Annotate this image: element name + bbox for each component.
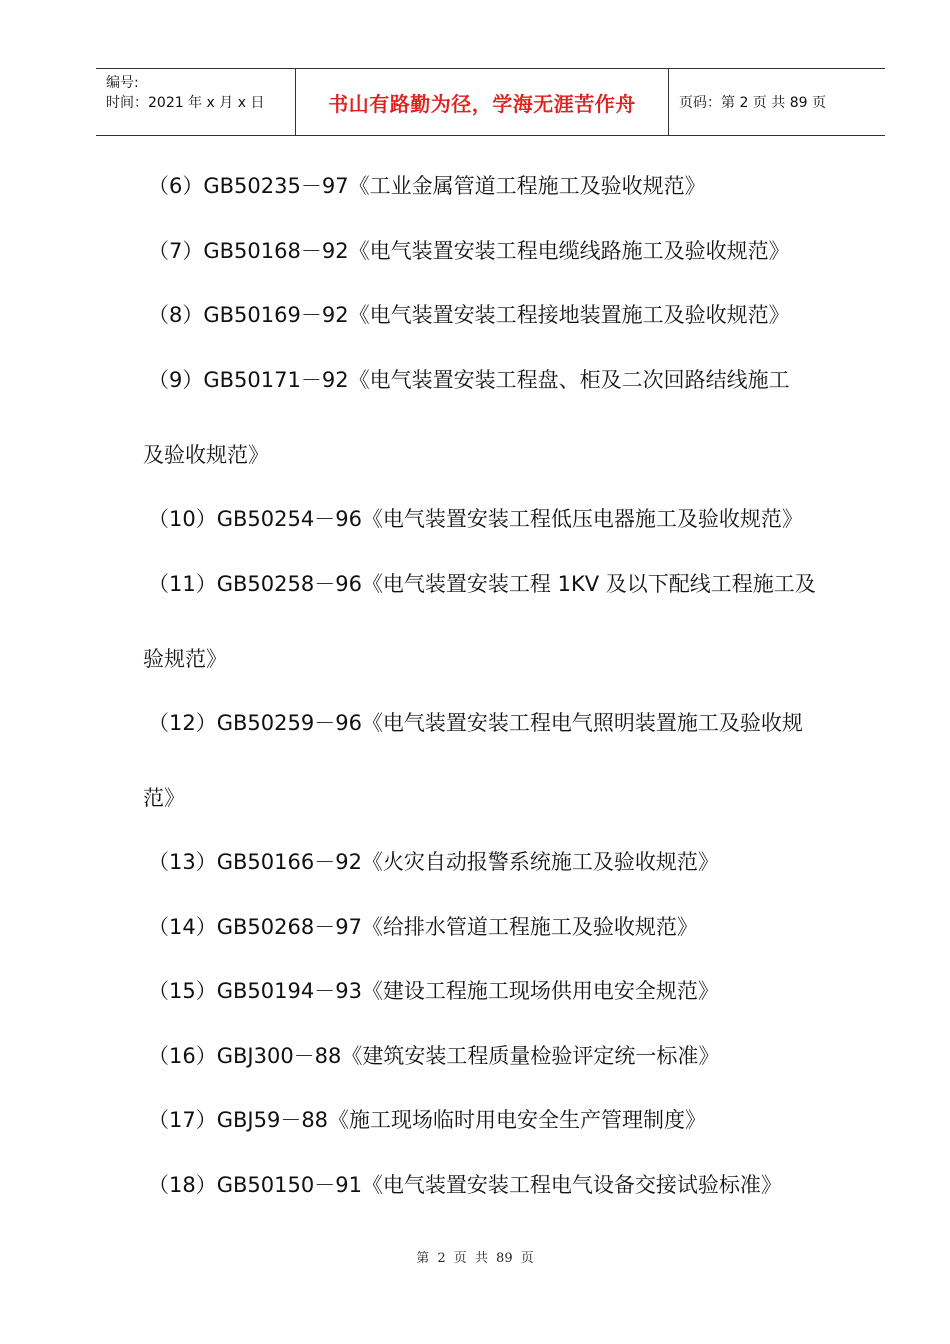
page-header xyxy=(96,68,885,136)
standard-item-15: （15）GB50194－93《建设工程施工现场供用电安全规范》 xyxy=(148,979,719,1003)
standard-item-6: （6）GB50235－97《工业金属管道工程施工及验收规范》 xyxy=(148,174,706,198)
header-page-info: 页码：第 2 页 共 89 页 xyxy=(679,95,826,111)
standard-item-13: （13）GB50166－92《火灾自动报警系统施工及验收规范》 xyxy=(148,850,719,874)
standard-item-14: （14）GB50268－97《给排水管道工程施工及验收规范》 xyxy=(148,915,698,939)
page-footer: 第 2 页 共 89 页 xyxy=(416,1251,534,1266)
header-page-info-cell xyxy=(669,69,885,135)
standard-item-10: （10）GB50254－96《电气装置安装工程低压电器施工及验收规范》 xyxy=(148,507,803,531)
standard-item-16: （16）GBJ300－88《建筑安装工程质量检验评定统一标准》 xyxy=(148,1044,720,1068)
standard-item-7: （7）GB50168－92《电气装置安装工程电缆线路施工及验收规范》 xyxy=(148,239,790,263)
document-number-label: 编号: xyxy=(106,75,139,91)
standard-item-8: （8）GB50169－92《电气装置安装工程接地装置施工及验收规范》 xyxy=(148,303,790,327)
standard-item-12: （12）GB50259－96《电气装置安装工程电气照明装置施工及验收规 xyxy=(148,711,803,735)
standard-item-17: （17）GBJ59－88《施工现场临时用电安全生产管理制度》 xyxy=(148,1108,707,1132)
standard-item-11: （11）GB50258－96《电气装置安装工程 1KV 及以下配线工程施工及 xyxy=(148,572,816,596)
standard-item-9-continued: 及验收规范》 xyxy=(143,443,269,467)
document-time: 时间：2021 年 x 月 x 日 xyxy=(106,95,265,111)
standard-item-18: （18）GB50150－91《电气装置安装工程电气设备交接试验标准》 xyxy=(148,1173,782,1197)
standard-item-11-continued: 验规范》 xyxy=(143,647,227,671)
header-motto: 书山有路勤为径，学海无涯苦作舟 xyxy=(328,91,636,116)
header-motto-cell xyxy=(296,69,669,135)
header-meta xyxy=(96,69,296,135)
standard-item-9: （9）GB50171－92《电气装置安装工程盘、柜及二次回路结线施工 xyxy=(148,368,790,392)
standard-item-12-continued: 范》 xyxy=(143,786,185,810)
